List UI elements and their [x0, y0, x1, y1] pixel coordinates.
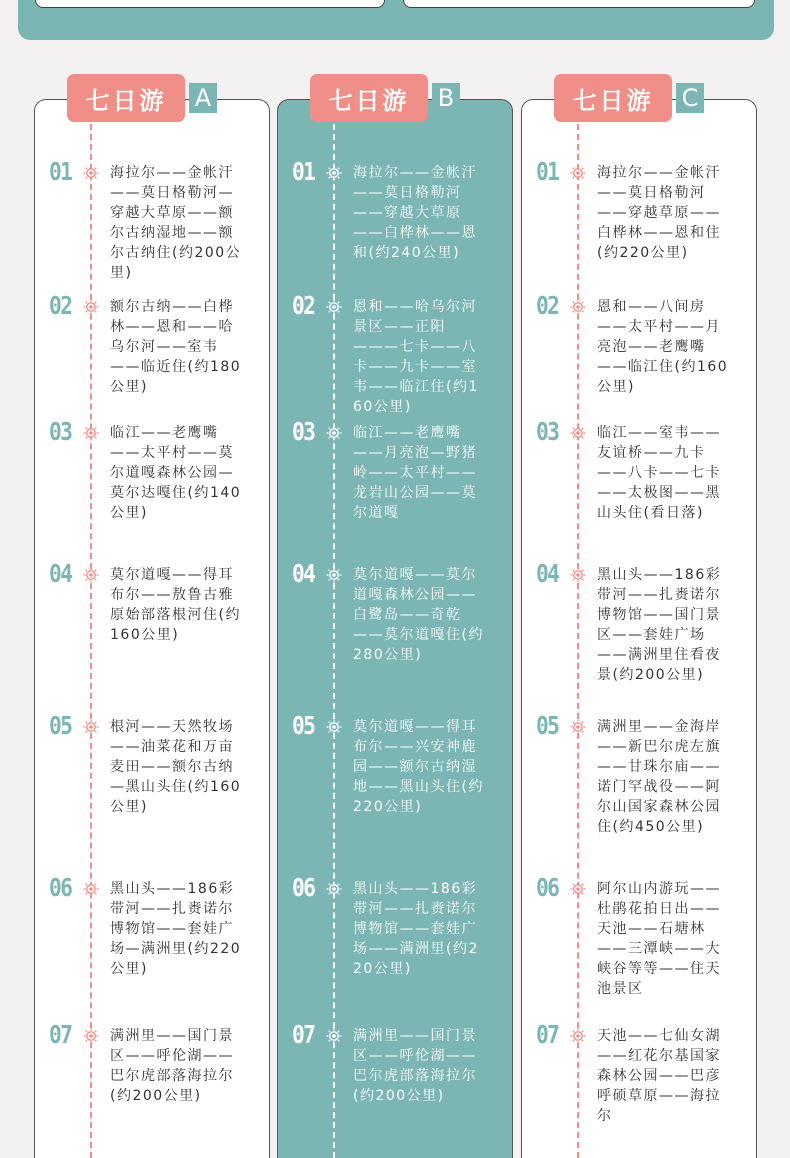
day-route-text: 临江——老鹰嘴——月亮泡—野猪岭——太平村——龙岩山公园——莫尔道嘎 [353, 425, 477, 521]
day-number: 04 [49, 559, 72, 588]
day-route-text: 莫尔道嘎——莫尔道嘎森林公园——白鹭岛——奇乾——莫尔道嘎住(约280公里) [353, 567, 484, 663]
column-title-b [310, 74, 460, 122]
timeline-line [90, 124, 92, 1158]
timeline-line [333, 124, 335, 1158]
day-number: 01 [49, 157, 72, 186]
sun-dot-icon [570, 567, 586, 583]
sun-dot-icon [570, 719, 586, 735]
day-number: 06 [536, 873, 559, 902]
itinerary-column-a [34, 99, 270, 1158]
title-label: 七日游 [554, 74, 672, 122]
day-number: 04 [536, 559, 559, 588]
day-route-text: 莫尔道嘎——得耳布尔——敖鲁古雅原始部落根河住(约160公里) [110, 567, 241, 643]
sun-dot-icon [83, 1028, 99, 1044]
day-route-text: 临江——老鹰嘴——太平村——莫尔道嘎森林公园—莫尔达嘎住(约140公里) [110, 425, 242, 521]
day-number: 03 [536, 417, 559, 446]
day-number: 02 [536, 291, 559, 320]
sun-dot-icon [570, 881, 586, 897]
title-letter: C [676, 83, 704, 113]
sun-dot-icon [326, 299, 342, 315]
sun-dot-icon [83, 567, 99, 583]
title-label: 七日游 [310, 74, 428, 122]
day-number: 06 [49, 873, 72, 902]
day-number: 03 [292, 417, 315, 446]
sun-dot-icon [326, 719, 342, 735]
sun-dot-icon [326, 165, 342, 181]
day-number: 05 [49, 711, 72, 740]
day-route-text: 临江——室韦——友谊桥——九卡——八卡——七卡——太极图——黑山头住(看日落) [597, 425, 721, 521]
day-number: 07 [536, 1020, 559, 1049]
day-route-text: 阿尔山内游玩——杜鹃花拍日出——天池——石塘林——三潭峡——大峡谷等等——住天池景区 [597, 881, 721, 997]
sun-dot-icon [83, 881, 99, 897]
title-letter: A [189, 83, 217, 113]
column-title-c [554, 74, 704, 122]
day-route-text: 恩和——哈乌尔河景区——正阳———七卡——八卡——九卡——室韦——临江住(约160公里) [353, 299, 479, 415]
day-number: 06 [292, 873, 315, 902]
day-route-text: 黑山头——186彩带河——扎赉诺尔博物馆——套娃广场——满洲里(约220公里) [353, 881, 479, 977]
title-label: 七日游 [67, 74, 185, 122]
day-number: 07 [49, 1020, 72, 1049]
sun-dot-icon [83, 165, 99, 181]
day-route-text: 海拉尔——金帐汗——莫日格勒河—穿越大草原——额尔古纳湿地——额尔古纳住(约200公里) [110, 165, 242, 281]
day-number: 04 [292, 559, 315, 588]
day-route-text: 恩和——八间房——太平村——月亮泡——老鹰嘴——临江住(约160公里) [597, 299, 729, 395]
sun-dot-icon [570, 425, 586, 441]
day-number: 05 [536, 711, 559, 740]
sun-dot-icon [83, 299, 99, 315]
day-route-text: 满洲里——国门景区——呼伦湖——巴尔虎部落海拉尔(约200公里) [353, 1028, 477, 1104]
day-number: 02 [292, 291, 315, 320]
day-number: 02 [49, 291, 72, 320]
day-route-text: 海拉尔——金帐汗——莫日格勒河——穿越草原——白桦林——恩和住(约220公里) [597, 165, 721, 261]
sun-dot-icon [570, 299, 586, 315]
day-route-text: 黑山头——186彩带河——扎赉诺尔博物馆——国门景区——套娃广场——满洲里住看夜景(约200公里) [597, 567, 722, 683]
day-number: 07 [292, 1020, 315, 1049]
day-route-text: 满洲里——国门景区——呼伦湖——巴尔虎部落海拉尔(约200公里) [110, 1028, 234, 1104]
top-card-left [35, 0, 385, 8]
sun-dot-icon [83, 719, 99, 735]
day-number: 05 [292, 711, 315, 740]
day-route-text: 海拉尔——金帐汗——莫日格勒河——穿越大草原——白桦林——恩和(约240公里) [353, 165, 477, 261]
top-card-right [403, 0, 755, 8]
sun-dot-icon [570, 165, 586, 181]
day-route-text: 莫尔道嘎——得耳布尔——兴安神鹿园——额尔古纳湿地——黑山头住(约220公里) [353, 719, 484, 815]
day-number: 01 [292, 157, 315, 186]
itinerary-column-c [521, 99, 757, 1158]
day-route-text: 额尔古纳——白桦林——恩和——哈乌尔河——室韦——临近住(约180公里) [110, 299, 242, 395]
timeline-line [577, 124, 579, 1158]
sun-dot-icon [326, 425, 342, 441]
day-route-text: 黑山头——186彩带河——扎赉诺尔博物馆——套娃广场—满洲里(约220公里) [110, 881, 242, 977]
itinerary-column-b [277, 99, 513, 1158]
day-number: 01 [536, 157, 559, 186]
day-route-text: 根河——天然牧场——油菜花和万亩麦田——额尔古纳—黑山头住(约160公里) [110, 719, 242, 815]
day-number: 03 [49, 417, 72, 446]
column-title-a [67, 74, 217, 122]
sun-dot-icon [326, 881, 342, 897]
day-route-text: 天池——七仙女湖——红花尔基国家森林公园——巴彦呼硕草原——海拉尔 [597, 1028, 721, 1124]
sun-dot-icon [326, 1028, 342, 1044]
title-letter: B [432, 83, 460, 113]
sun-dot-icon [570, 1028, 586, 1044]
sun-dot-icon [83, 425, 99, 441]
day-route-text: 满洲里——金海岸——新巴尔虎左旗——甘珠尔庙——诺门罕战役——阿尔山国家森林公园住(约450公里) [597, 719, 721, 835]
sun-dot-icon [326, 567, 342, 583]
